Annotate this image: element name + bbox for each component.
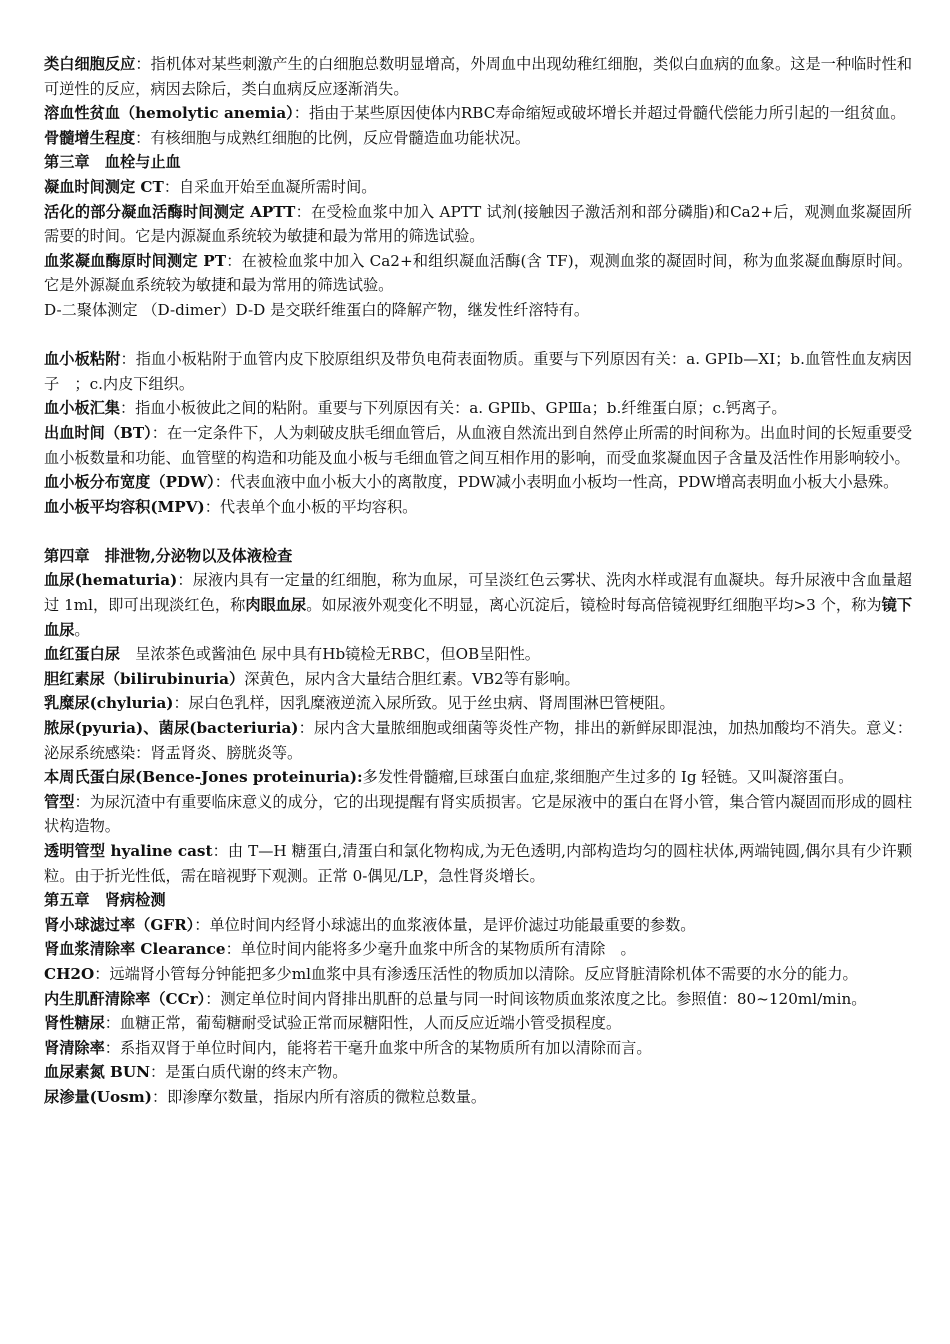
paragraph [44,987,912,1012]
definition-text: 。 [74,620,90,639]
term-label: 管型 [44,792,75,811]
term-label: 骨髓增生程度 [44,128,136,147]
term-label: 第三章 血栓与止血 [44,153,181,172]
definition-text: D-二聚体测定 （D-dimer）D-D 是交联纤维蛋白的降解产物，继发性纤溶特有。 [44,300,590,319]
paragraph [44,126,912,151]
term-label: 血小板分布宽度（PDW） [44,473,215,492]
paragraph [44,347,912,396]
definition-text: ：指血小板粘附于血管内皮下胶原组织及带负电荷表面物质。重要与下列原因有关：a. GPⅠb—XI；b.血管性血友病因子 ；c.内皮下组织。 [44,350,912,393]
definition-text: ：尿液内具有一定量的红细胞，称为血尿，可呈淡红色云雾状、洗肉水样或混有血凝块。每升尿液中含血量超过 1ml，即可出现淡红色，称 [44,571,912,615]
paragraph [44,249,912,298]
term-label: 肾性糖尿 [44,1014,105,1033]
paragraph [44,1085,912,1110]
paragraph [44,765,912,790]
paragraph [44,716,912,765]
term-label: 乳糜尿(chyluria) [44,694,174,713]
term-label: 血浆凝血酶原时间测定 PT [44,251,226,270]
term-label: 血小板汇集 [44,399,120,418]
blank-line [44,519,912,544]
term-label: 肾清除率 [44,1038,105,1057]
definition-text: ：有核细胞与成熟红细胞的比例，反应骨髓造血功能状况。 [135,128,530,147]
term-label: 肉眼血尿 [245,596,307,615]
paragraph [44,568,912,642]
definition-text: ：单位时间内经肾小球滤出的血浆液体量，是评价滤过功能最重要的参数。 [194,915,696,934]
paragraph [44,642,912,667]
term-label: 血尿素氮 BUN [44,1063,151,1082]
term-label: CH2O [44,964,95,983]
term-label: 尿渗量(Uosm) [44,1087,152,1106]
definition-text: ：血糖正常，葡萄糖耐受试验正常而尿糖阳性，人而反应近端小管受损程度。 [104,1014,622,1033]
paragraph [44,691,912,716]
paragraph [44,175,912,200]
term-label: 肾血浆清除率 Clearance [44,940,226,959]
paragraph [44,495,912,520]
term-label: 内生肌酐清除率（CCr） [44,989,206,1008]
definition-text: ：在受检血浆中加入 APTT 试剂(接触因子激活剂和部分磷脂)和Ca2+后，观测血浆凝固所需要的时间。它是内源凝血系统较为敏捷和最为常用的筛选试验。 [44,202,912,246]
term-label: 出血时间（BT） [44,423,152,442]
term-label: 镜下血尿 [44,596,913,639]
definition-text: ：测定单位时间内肾排出肌酐的总量与同一时间该物质血浆浓度之比。参照值：80~120ml/min。 [205,989,867,1008]
paragraph [44,913,912,938]
blank-line [44,323,912,348]
definition-text: ：代表血液中血小板大小的离散度，PDW减小表明血小板均一性高，PDW增高表明血小板大小悬殊。 [214,473,899,492]
term-label: 第五章 肾病检测 [44,891,166,910]
paragraph [44,888,912,913]
paragraph [44,52,912,101]
term-label: 凝血时间测定 CT [44,177,164,196]
definition-text: ：尿白色乳样，因乳糜液逆流入尿所致。见于丝虫病、肾周围淋巴管梗阻。 [173,694,675,713]
paragraph [44,839,912,888]
term-label: 血尿(hematuria) [44,571,178,590]
definition-text: ：在一定条件下，人为刺破皮肤毛细血管后，从血液自然流出到自然停止所需的时间称为。出血时间的长短重要受血小板数量和功能、血管壁的构造和功能及血小板与毛细血管之间互相作用的影响，而受血浆凝血因子含量及活性作用影响较小。 [44,423,913,467]
paragraph [44,470,912,495]
paragraph [44,544,912,569]
definition-text: ：在被检血浆中加入 Ca2+和组织凝血活酶(含 TF)，观测血浆的凝固时间，称为血浆凝血酶原时间。它是外源凝血系统较为敏捷和最为常用的筛选试验。 [44,251,912,295]
definition-text: ：系指双肾于单位时间内，能将若干毫升血浆中所含的某物质所有加以清除而言。 [104,1038,652,1057]
paragraph [44,667,912,692]
term-label: 脓尿(pyuria)、菌尿(bacteriuria) [44,719,299,738]
definition-text: ：指由于某些原因使体内RBC寿命缩短或破坏增长并超过骨髓代偿能力所引起的一组贫血。 [293,104,906,123]
definition-text: 呈浓茶色或酱油色 尿中具有Hb镜检无RBC，但OB呈阳性。 [119,645,540,664]
definition-text: ：是蛋白质代谢的终末产物。 [150,1063,348,1082]
paragraph [44,1036,912,1061]
term-label: 第四章 排泄物,分泌物以及体液检查 [44,546,293,565]
term-label: 活化的部分凝血活酶时间测定 APTT [44,202,296,221]
paragraph [44,421,912,470]
term-label: 血小板粘附 [44,350,121,369]
definition-text: ：为尿沉渣中有重要临床意义的成分，它的出现提醒有肾实质损害。它是尿液中的蛋白在肾小管，集合管内凝固而形成的圆柱状构造物。 [44,792,913,836]
definition-text: ：单位时间内能将多少毫升血浆中所含的某物质所有清除 。 [225,940,636,959]
definition-text: ：代表单个血小板的平均容积。 [204,497,418,516]
paragraph [44,1060,912,1085]
definition-text: 深黄色，尿内含大量结合胆红素。VB2等有影响。 [244,669,580,688]
paragraph [44,790,912,839]
paragraph [44,200,912,249]
definition-text: ：由 T—H 糖蛋白,清蛋白和氯化物构成,为无色透明,内部构造均匀的圆柱状体,两端钝圆,偶尔具有少许颗粒。由于折光性低，需在暗视野下观测。正常 0-偶见/LP，急性肾炎增长。 [44,842,913,885]
definition-text: ：远端肾小管每分钟能把多少ml血浆中具有渗透压活性的物质加以清除。反应肾脏清除机体不需要的水分的能力。 [94,964,858,983]
paragraph [44,396,912,421]
paragraph [44,150,912,175]
definition-text: 。如尿液外观变化不明显，离心沉淀后，镜检时每高倍镜视野红细胞平均>3 个，称为 [306,596,882,615]
term-label: 类白细胞反应 [44,55,136,73]
definition-text: ：指血小板彼此之间的粘附。重要与下列原因有关：a. GPⅡb、GPⅢa；b.纤维蛋白原；c.钙离子。 [119,399,787,418]
document-page [44,52,912,1110]
definition-text: ：指机体对某些刺激产生的白细胞总数明显增高，外周血中出现幼稚红细胞，类似白血病的血象。这是一种临时性和可逆性的反应，病因去除后，类白血病反应逐渐消失。 [44,55,913,98]
definition-text: ：即渗摩尔数量，指尿内所有溶质的微粒总数量。 [151,1087,487,1106]
term-label: 胆红素尿（bilirubinuria） [44,669,245,688]
paragraph [44,298,912,323]
paragraph [44,962,912,987]
definition-text: ：尿内含大量脓细胞或细菌等炎性产物，排出的新鲜尿即混浊，加热加酸均不消失。意义：泌尿系统感染：肾盂肾炎、膀胱炎等。 [44,719,913,762]
term-label: 肾小球滤过率（GFR） [44,915,195,934]
paragraph [44,937,912,962]
definition-text: 多发性骨髓瘤,巨球蛋白血症,浆细胞产生过多的 Ig 轻链。又叫凝溶蛋白。 [362,768,854,787]
term-label: 透明管型 hyaline cast [44,842,213,860]
paragraph [44,1011,912,1036]
term-label: 血小板平均容积(MPV) [44,497,205,516]
term-label: 本周氏蛋白尿(Bence-Jones proteinuria): [44,768,363,787]
term-label: 血红蛋白尿 [44,645,120,664]
paragraph [44,101,912,126]
term-label: 溶血性贫血（hemolytic anemia） [44,104,294,123]
definition-text: ：自采血开始至血凝所需时间。 [163,177,377,196]
